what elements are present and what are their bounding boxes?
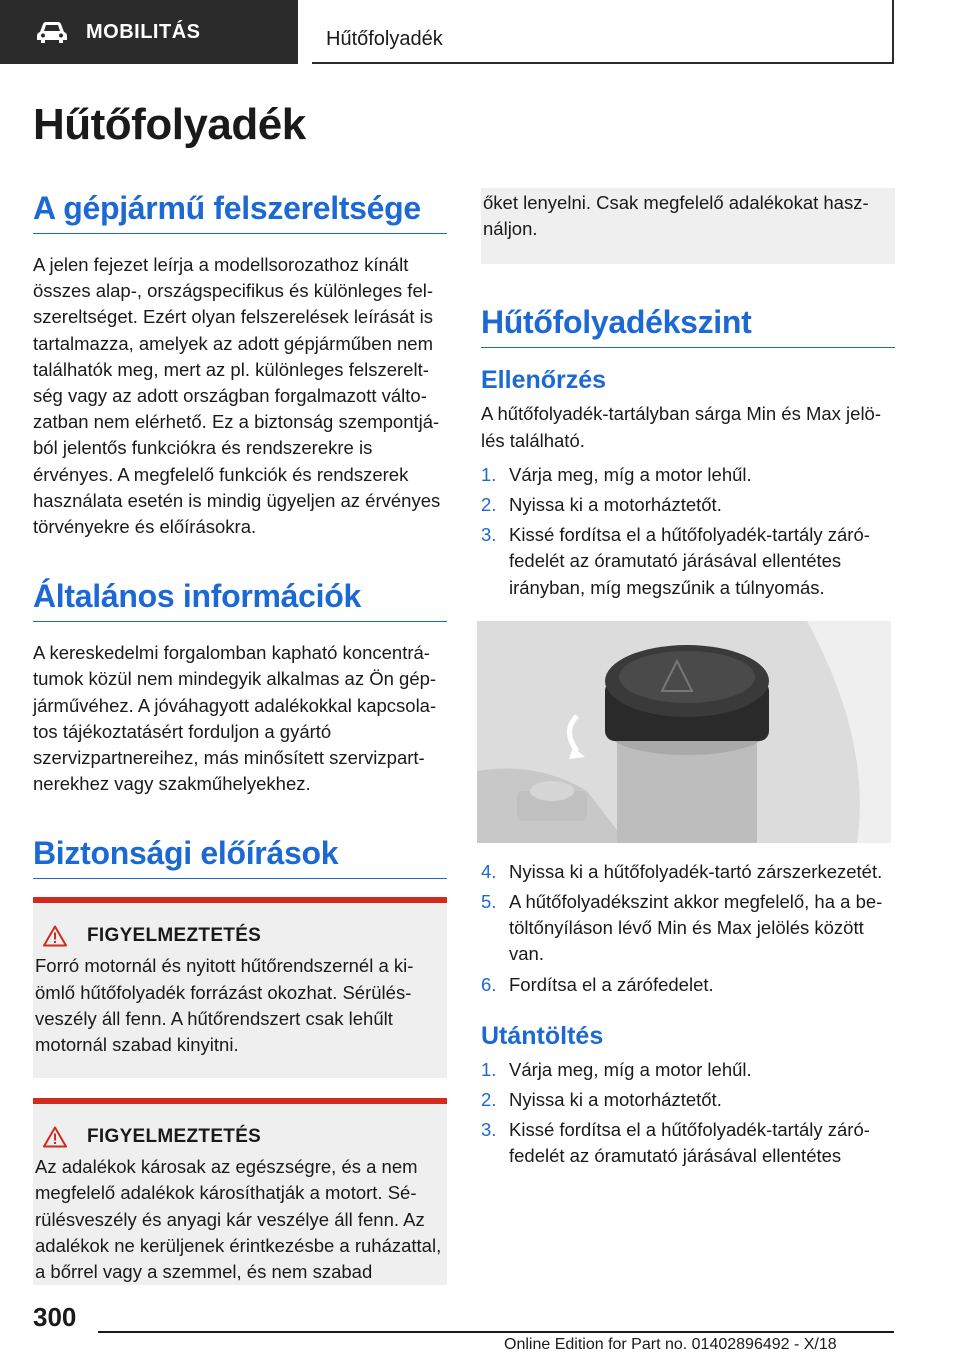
list-item: 5. A hűtőfolyadékszint akkor megfelelő, ha a betöltőnyíláson lévő Min és Max jelölés között van.	[481, 891, 883, 965]
header-section-tab	[0, 0, 298, 64]
coolant-cap-photo	[477, 621, 891, 843]
step-list-check-continued	[481, 859, 895, 998]
car-icon	[36, 20, 68, 44]
warning-box	[33, 1098, 447, 1285]
subsection-title-refill: Utántöltés	[481, 1021, 604, 1050]
section-text-general-info: A kereskedelmi forgalomban kapható koncentrátumok közül nem mindegyik alkalmas az Ön gépjárművéhez. A jóváhagyott adalékokkal kapcsolatos tájékoztatásért forduljon a gyártó szervizpartnereihez, más minősített szervizpartnerekhez vagy szakműhelyekhez.	[33, 642, 437, 795]
list-item: 3. Kissé fordítsa el a hűtőfolyadék-tartály zárófedelét az óramutató járásával ellentétes	[481, 1119, 870, 1167]
warning-box	[33, 897, 447, 1078]
list-item: 1. Várja meg, míg a motor lehűl.	[481, 1058, 752, 1080]
warning-continuation	[481, 188, 895, 264]
coolant-cap-illustration	[477, 621, 891, 843]
warning-triangle-icon	[43, 925, 67, 947]
header-chapter-label: Hűtőfolyadék	[326, 28, 443, 50]
warning-text: Az adalékok károsak az egészségre, és a nem megfelelő adalékok károsíthatják a motort. Sérülésveszély és anyagi kár veszélye áll fenn. Az adalékok ne kerüljenek érintkezésbe a ruházattal, a bőrrel vagy a szemmel, és nem szabad	[35, 1156, 442, 1283]
right-column	[481, 190, 895, 1174]
header-chapter	[312, 0, 894, 64]
warning-title: FIGYELMEZTETÉS	[87, 925, 262, 947]
warning-continuation-text: őket lenyelni. Csak megfelelő adalékokat használjon.	[483, 192, 869, 240]
section-title-equipment: A gépjármű felszereltsége	[33, 190, 447, 234]
step-list-refill	[481, 1057, 895, 1170]
page-title: Hűtőfolyadék	[33, 100, 306, 149]
list-item: 2. Nyissa ki a motorháztetőt.	[481, 494, 722, 516]
subsection-text-check: A hűtőfolyadék-tartályban sárga Min és Max jelölés található.	[481, 403, 882, 451]
section-title-general-info: Általános információk	[33, 578, 447, 622]
section-title-coolant-level: Hűtőfolyadékszint	[481, 304, 895, 348]
section-text-equipment: A jelen fejezet leírja a modellsorozathoz kínált összes alap-, országspecifikus és különleges felszereltséget. Ezért olyan felszerelések leírását is tartalmazza, amelyek az adott gépjárműben nem találhatók meg, mert az pl. különleges felszereltség vagy az adott országban forgalmazott változatban nem elérhető. Ez a biztonság szempontjából jelentős funkciókra és rendszerekre is érvényes. A megfelelő funkciók és rendszerek használata esetén is mindig ügyeljen az érvényes törvényekre és előírásokra.	[33, 254, 441, 538]
step-list-check	[481, 462, 895, 601]
list-item: 2. Nyissa ki a motorháztetőt.	[481, 1089, 722, 1111]
section-title-safety: Biztonsági előírások	[33, 835, 447, 879]
list-item: 3. Kissé fordítsa el a hűtőfolyadék-tartály zárófedelét az óramutató járásával ellentétes irányban, míg megszűnik a túlnyomás.	[481, 524, 870, 598]
footer-divider	[98, 1331, 894, 1333]
warning-triangle-icon	[43, 1126, 67, 1148]
warning-title: FIGYELMEZTETÉS	[87, 1126, 262, 1148]
subsection-title-check: Ellenőrzés	[481, 366, 607, 395]
list-item: 4. Nyissa ki a hűtőfolyadék-tartó zárszerkezetét.	[481, 860, 883, 882]
left-column	[33, 190, 447, 1285]
list-item: 6. Fordítsa el a zárófedelet.	[481, 973, 714, 995]
edition-note: Online Edition for Part no. 01402896492 - X/18	[504, 1336, 837, 1353]
warning-text: Forró motornál és nyitott hűtőrendszernél a kiömlő hűtőfolyadék forrázást okozhat. Sérülésveszély áll fenn. A hűtőrendszert csak lehűlt motornál szabad kinyitni.	[35, 955, 414, 1056]
list-item: 1. Várja meg, míg a motor lehűl.	[481, 463, 752, 485]
page-number: 300	[33, 1302, 77, 1332]
header-section-label: MOBILITÁS	[86, 20, 201, 43]
